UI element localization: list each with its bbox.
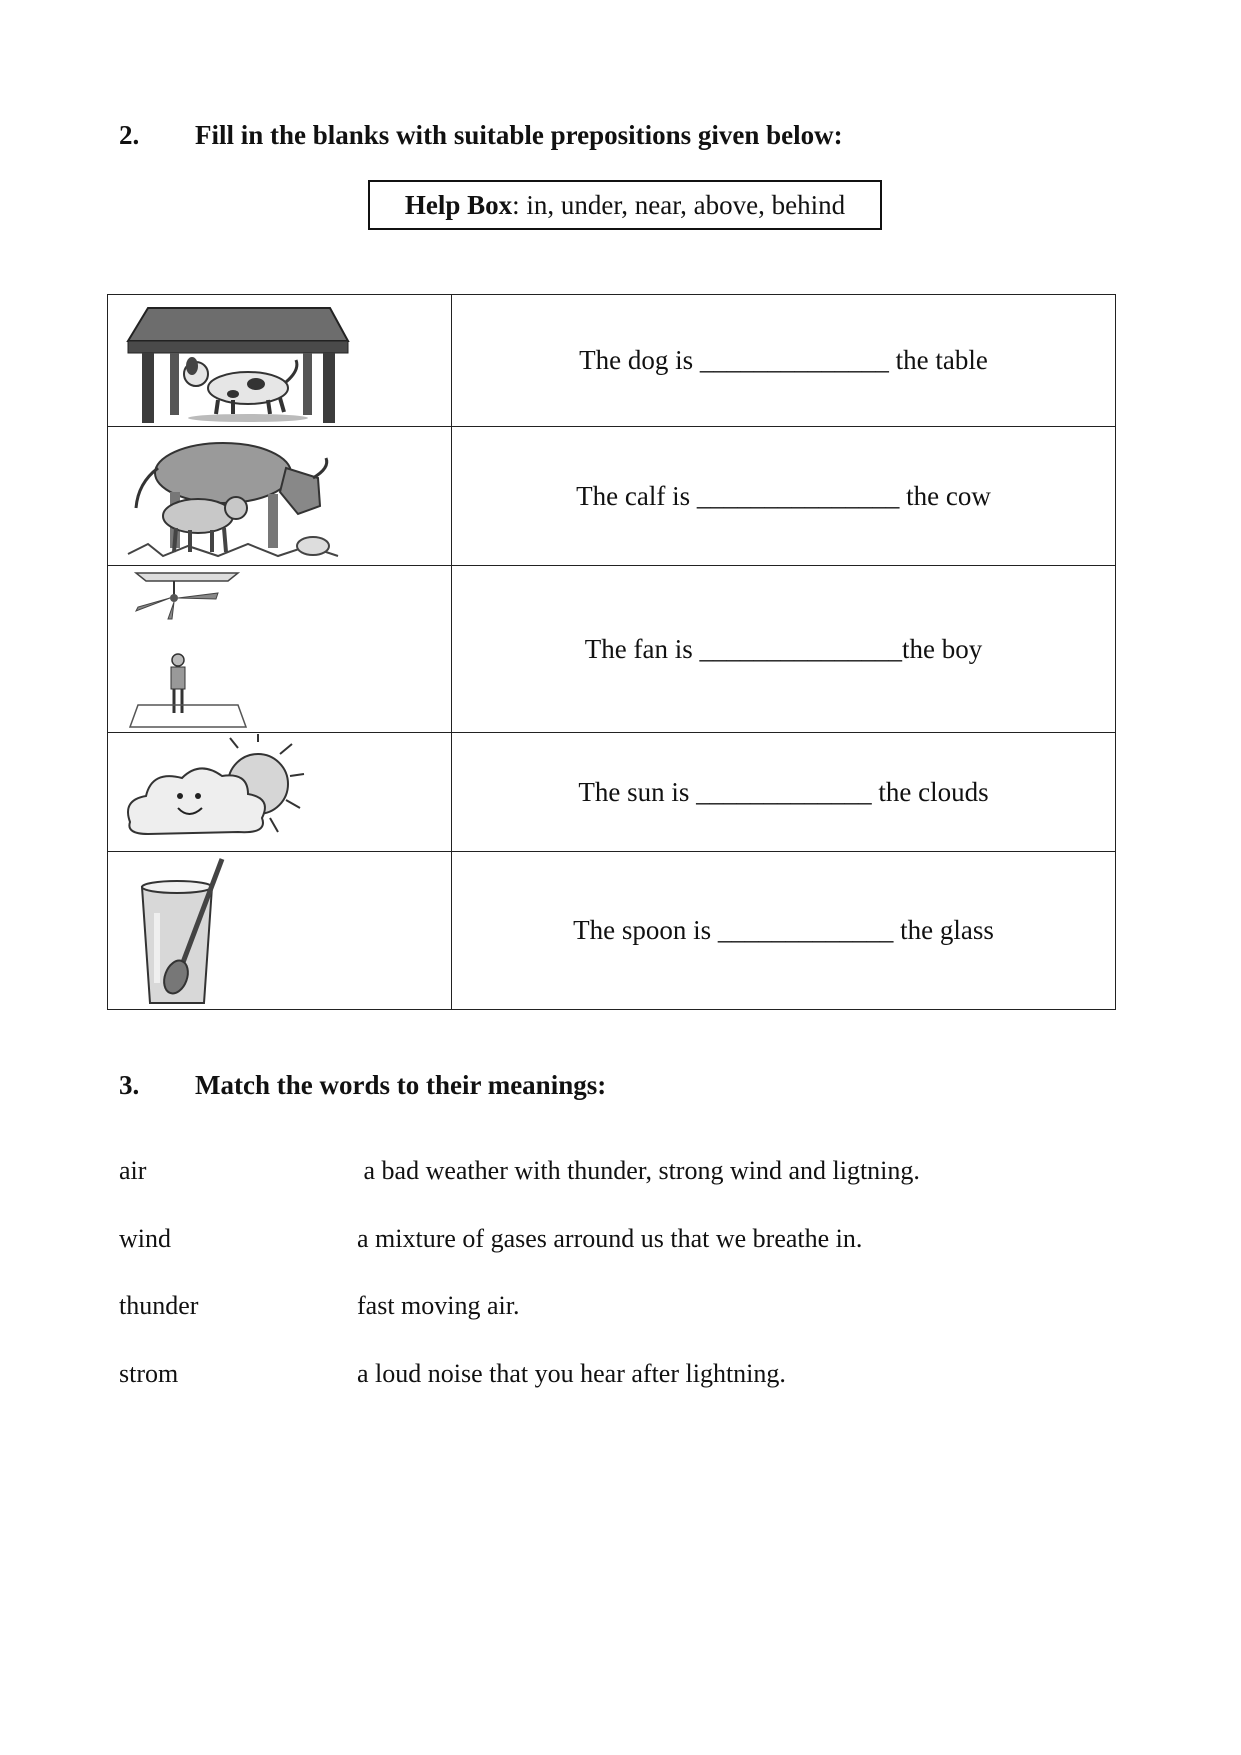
sentence-cell: The calf is _______________ the cow [452, 427, 1116, 566]
picture-cell [108, 427, 452, 566]
match-meaning: a bad weather with thunder, strong wind and ligtning. [357, 1156, 920, 1185]
match-meaning: a loud noise that you hear after lightning. [357, 1359, 786, 1388]
sentence-cell: The fan is _______________the boy [452, 566, 1116, 733]
question-2-title [119, 120, 843, 151]
sentence-cell: The dog is ______________ the table [452, 295, 1116, 427]
fan-above-boy-picture [108, 567, 451, 732]
sun-behind-clouds-picture [108, 734, 451, 851]
table-row [108, 566, 1116, 733]
match-meaning: a mixture of gases arround us that we breathe in. [357, 1224, 863, 1253]
picture-cell [108, 852, 452, 1010]
match-meaning: fast moving air. [357, 1291, 520, 1320]
question-number: 3. [119, 1070, 140, 1100]
match-word: wind [119, 1224, 171, 1253]
sentence-cell: The spoon is _____________ the glass [452, 852, 1116, 1010]
table-row [108, 295, 1116, 427]
question-text: Fill in the blanks with suitable prepositions given below: [195, 120, 843, 150]
match-word: air [119, 1156, 147, 1185]
picture-cell [108, 566, 452, 733]
sentence-cell: The sun is _____________ the clouds [452, 733, 1116, 852]
picture-cell [108, 295, 452, 427]
help-box-words: : in, under, near, above, behind [512, 189, 846, 220]
question-text: Match the words to their meanings: [195, 1070, 607, 1100]
match-word: thunder [119, 1291, 199, 1320]
picture-cell [108, 733, 452, 852]
spoon-in-glass-picture [108, 853, 451, 1009]
dog-under-table-picture [108, 296, 451, 426]
match-word: strom [119, 1359, 179, 1388]
table-row [108, 733, 1116, 852]
help-box-label: Help Box [404, 189, 513, 220]
question-number: 2. [119, 120, 140, 150]
table-row [108, 852, 1116, 1010]
table-row [108, 427, 1116, 566]
question-3-title [119, 1070, 606, 1101]
calf-near-cow-picture [108, 428, 451, 565]
fill-in-table [107, 294, 1116, 1010]
help-box [368, 180, 882, 230]
